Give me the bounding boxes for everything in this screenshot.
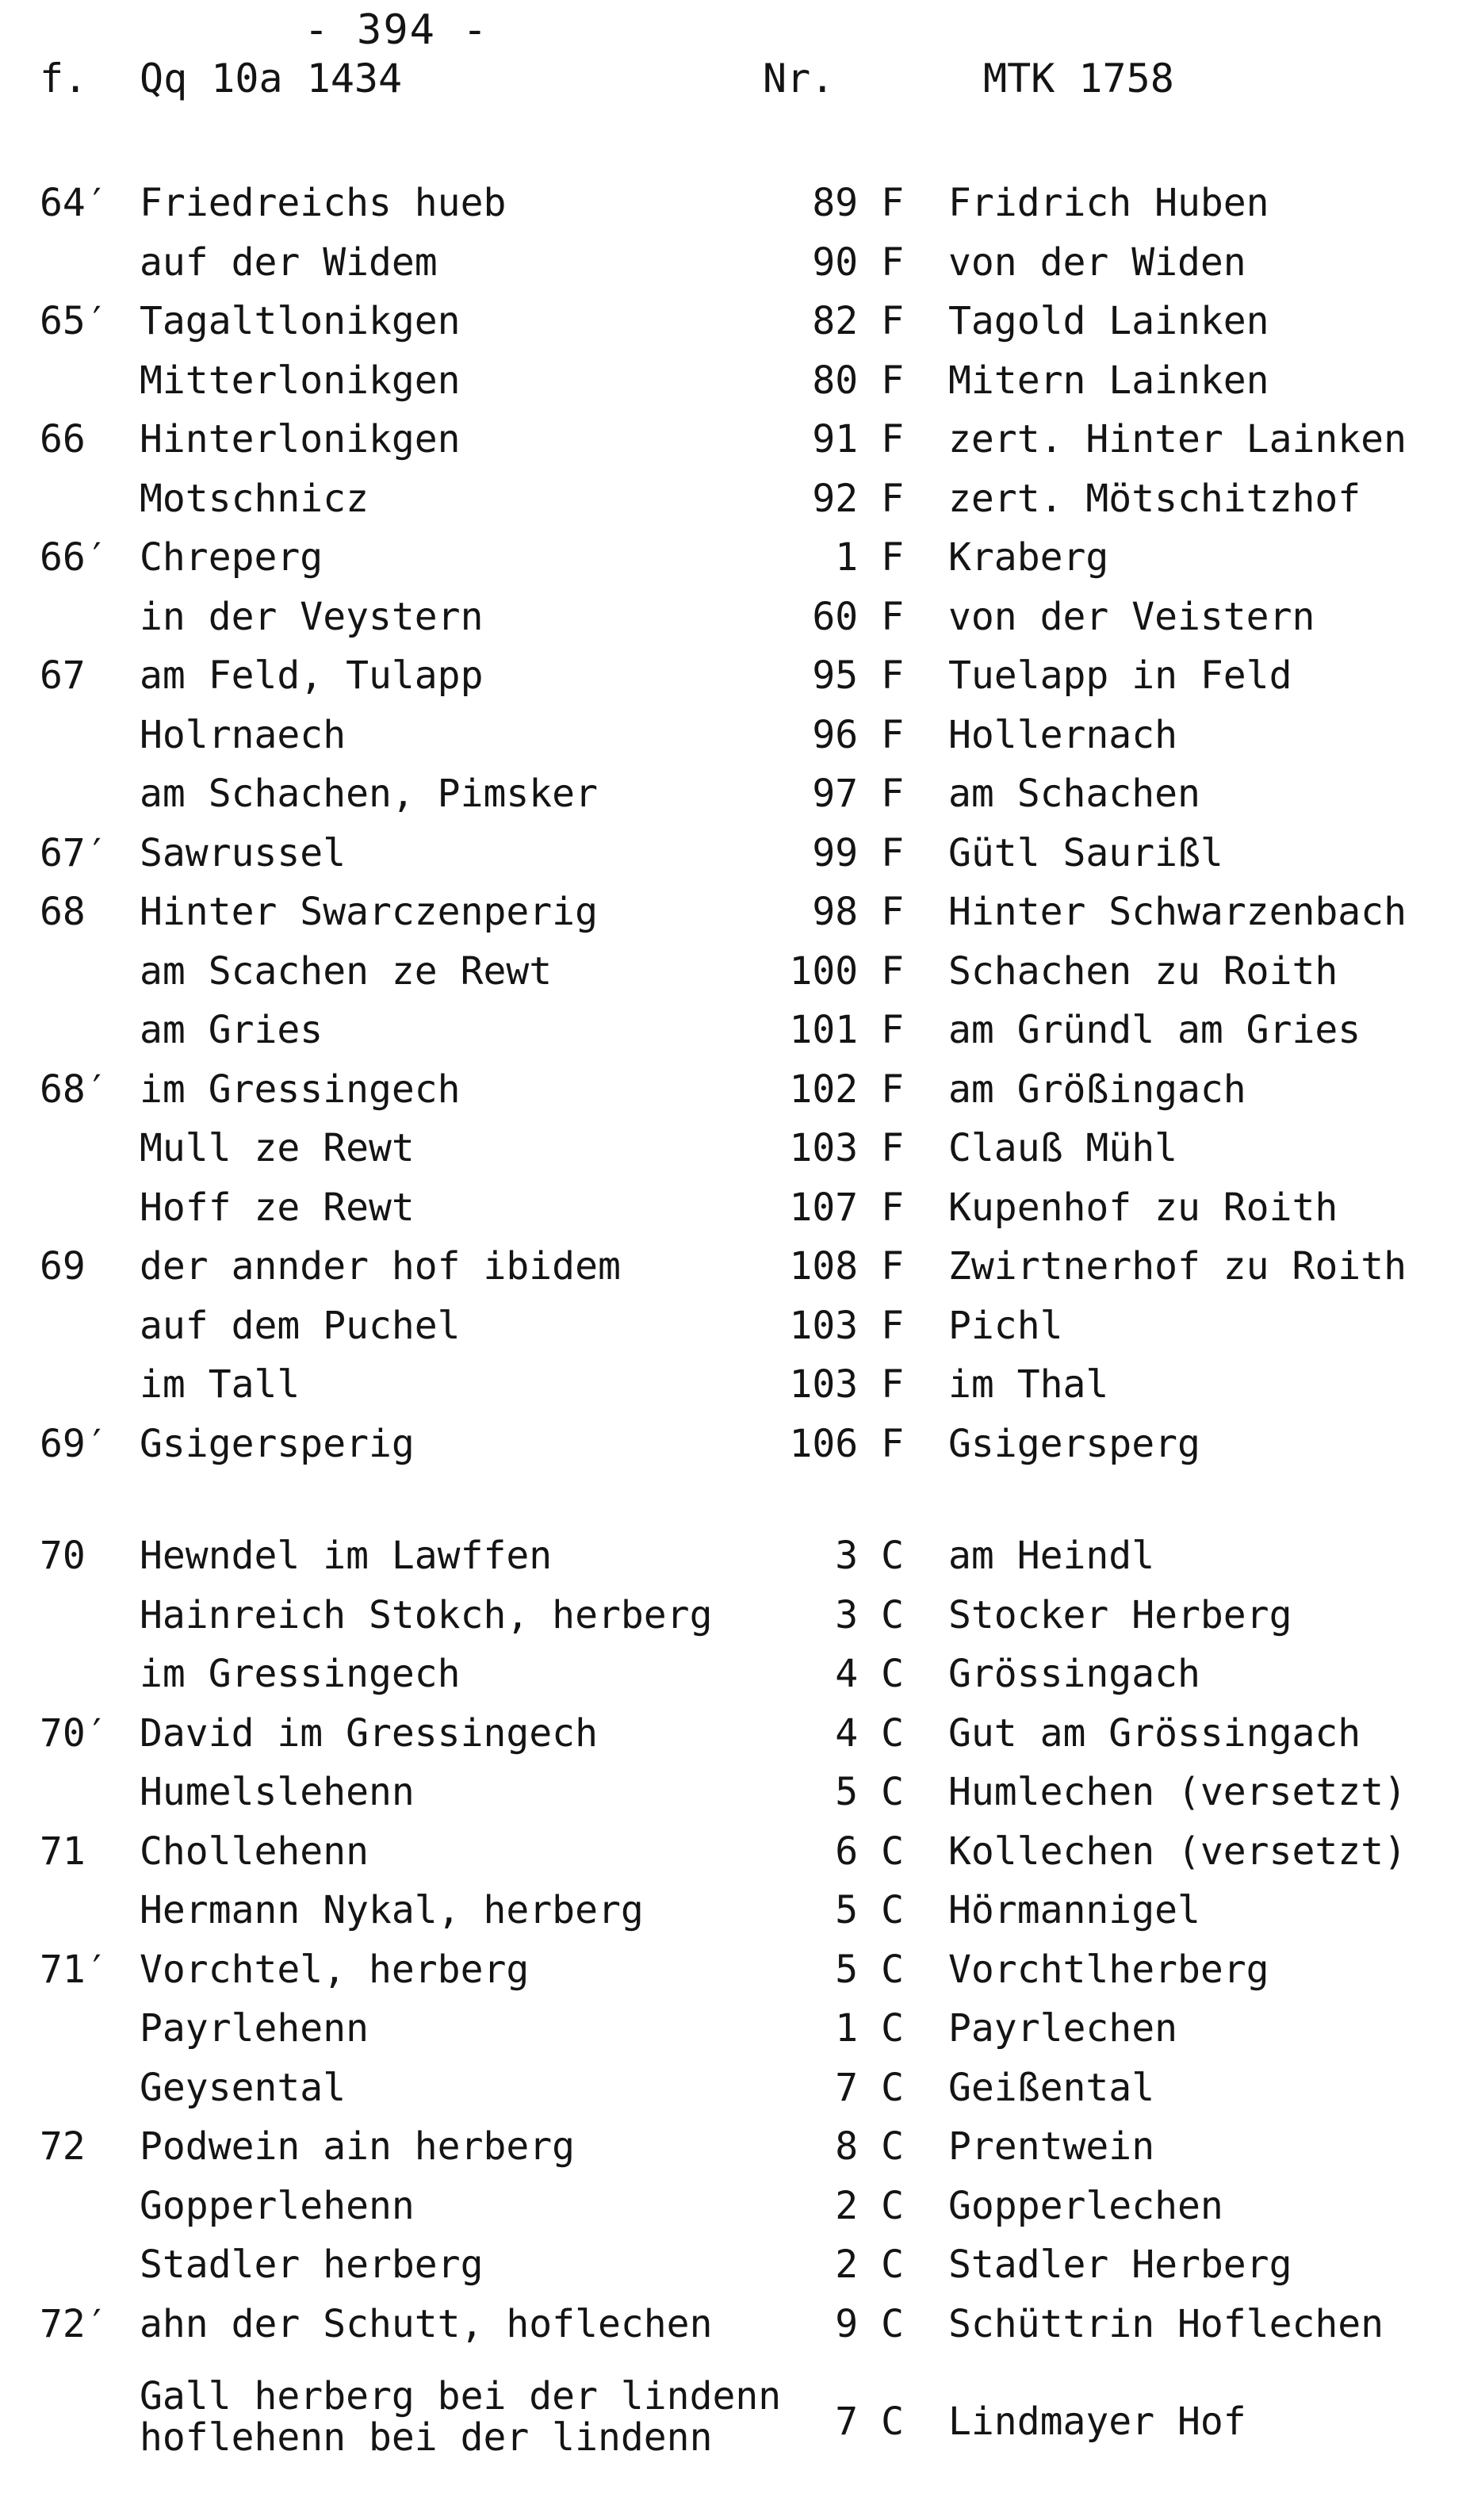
entry-mtk: Gopperlechen bbox=[948, 2183, 1223, 2228]
entry-mtk: Gütl Saurißl bbox=[948, 830, 1223, 875]
table-row bbox=[0, 1947, 1470, 2006]
entry-name-line2: hoflehenn bei der lindenn bbox=[140, 2415, 713, 2460]
entry-nr: 5 C bbox=[835, 1947, 904, 1992]
table-row bbox=[0, 181, 1470, 239]
folio-number: 67 bbox=[40, 653, 86, 698]
folio-number: 65′ bbox=[40, 299, 109, 343]
entry-mtk: Kupenhof zu Roith bbox=[948, 1185, 1338, 1230]
entry-mtk: Prentwein bbox=[948, 2124, 1155, 2169]
entry-mtk: Geißental bbox=[948, 2065, 1155, 2110]
entry-nr: 103 F bbox=[789, 1303, 904, 1348]
entry-nr: 89 F bbox=[812, 181, 904, 225]
entry-mtk: Schachen zu Roith bbox=[948, 948, 1338, 994]
entry-mtk: zert. Mötschitzhof bbox=[948, 476, 1361, 521]
entry-nr: 90 F bbox=[812, 239, 904, 285]
folio-number: 66 bbox=[40, 417, 86, 461]
folio-number: 69 bbox=[40, 1244, 86, 1289]
entry-nr: 92 F bbox=[812, 476, 904, 521]
entry-nr: 1 F bbox=[835, 535, 904, 580]
entry-mtk: Tagold Lainken bbox=[948, 299, 1269, 343]
entry-mtk: Hollernach bbox=[948, 712, 1177, 757]
entry-name: Tagaltlonikgen bbox=[140, 299, 461, 343]
table-row bbox=[0, 2066, 1470, 2124]
table-row bbox=[0, 1362, 1470, 1421]
entry-nr: 82 F bbox=[812, 299, 904, 343]
entry-name-line1: Gall herberg bei der lindenn bbox=[140, 2374, 782, 2419]
folio-number: 72 bbox=[40, 2124, 86, 2169]
table-row bbox=[0, 1185, 1470, 1244]
header-folio: f. bbox=[40, 56, 88, 101]
table-row bbox=[0, 772, 1470, 830]
table-row bbox=[0, 890, 1470, 948]
table-row bbox=[0, 2006, 1470, 2065]
entry-name: Geysental bbox=[140, 2065, 346, 2110]
entry-nr: 80 F bbox=[812, 358, 904, 403]
entry-nr: 1 C bbox=[835, 2006, 904, 2051]
entry-name: Podwein ain herberg bbox=[140, 2124, 576, 2169]
entry-nr: 96 F bbox=[812, 712, 904, 757]
entry-mtk: Payrlechen bbox=[948, 2006, 1177, 2051]
table-row bbox=[0, 1067, 1470, 1126]
entry-mtk: Vorchtlherberg bbox=[948, 1947, 1269, 1992]
entry-mtk: von der Widen bbox=[948, 239, 1246, 285]
entry-nr: 98 F bbox=[812, 890, 904, 934]
folio-number: 69′ bbox=[40, 1421, 109, 1466]
entry-name: Stadler herberg bbox=[140, 2242, 484, 2287]
folio-number: 70′ bbox=[40, 1710, 109, 1756]
table-row bbox=[0, 949, 1470, 1008]
entry-name: Hainreich Stokch, herberg bbox=[140, 1592, 713, 1637]
table-row bbox=[0, 1304, 1470, 1362]
entry-name: ahn der Schutt, hoflechen bbox=[140, 2301, 713, 2346]
folio-number: 67′ bbox=[40, 830, 109, 875]
entry-nr: 103 F bbox=[789, 1126, 904, 1170]
table-row bbox=[0, 2242, 1470, 2301]
entry-nr: 2 C bbox=[835, 2242, 904, 2287]
entry-name: im Tall bbox=[140, 1362, 301, 1407]
entry-nr: 4 C bbox=[835, 1710, 904, 1756]
entry-nr: 2 C bbox=[835, 2183, 904, 2228]
folio-number: 71′ bbox=[40, 1947, 109, 1992]
table-row bbox=[0, 1008, 1470, 1067]
entry-nr: 3 C bbox=[835, 1592, 904, 1637]
entry-nr: 60 F bbox=[812, 594, 904, 639]
folio-number: 68 bbox=[40, 890, 86, 934]
table-row bbox=[0, 1770, 1470, 1829]
entry-mtk: Lindmayer Hof bbox=[948, 2399, 1246, 2444]
entry-name: Friedreichs hueb bbox=[140, 181, 507, 225]
entry-mtk: Gsigersperg bbox=[948, 1421, 1200, 1466]
entry-name: Hinter Swarczenperig bbox=[140, 890, 598, 934]
table-row bbox=[0, 713, 1470, 772]
table-row bbox=[0, 1244, 1470, 1303]
entry-mtk: zert. Hinter Lainken bbox=[948, 417, 1407, 461]
entry-mtk: Kraberg bbox=[948, 535, 1109, 580]
header-source: Qq 10a 1434 bbox=[140, 56, 403, 101]
table-row bbox=[0, 1593, 1470, 1652]
page-number: - 394 - bbox=[304, 6, 489, 54]
column-header bbox=[0, 56, 1470, 119]
table-row bbox=[0, 1534, 1470, 1592]
entry-mtk: am Größingach bbox=[948, 1067, 1246, 1112]
entry-nr: 100 F bbox=[789, 948, 904, 994]
table-row bbox=[0, 477, 1470, 535]
entry-mtk: am Heindl bbox=[948, 1534, 1155, 1578]
table-row bbox=[0, 653, 1470, 712]
entry-mtk: Mitern Lainken bbox=[948, 358, 1269, 403]
entry-mtk: Kollechen (versetzt) bbox=[948, 1829, 1407, 1874]
table-row bbox=[0, 1652, 1470, 1710]
entry-nr: 5 C bbox=[835, 1888, 904, 1932]
entry-name: auf der Widem bbox=[140, 239, 438, 285]
entry-name: in der Veystern bbox=[140, 594, 484, 639]
entry-mtk: Pichl bbox=[948, 1303, 1063, 1348]
entry-mtk: Stocker Herberg bbox=[948, 1592, 1292, 1637]
entry-name: Hermann Nykal, herberg bbox=[140, 1888, 644, 1932]
table-row bbox=[0, 358, 1470, 417]
entry-name: im Gressingech bbox=[140, 1652, 461, 1696]
entry-nr: 7 C bbox=[835, 2065, 904, 2110]
entry-name: David im Gressingech bbox=[140, 1710, 598, 1756]
header-target: MTK 1758 bbox=[983, 56, 1174, 101]
table-row bbox=[0, 1711, 1470, 1770]
header-nr: Nr. bbox=[763, 56, 835, 101]
entry-name: Chollehenn bbox=[140, 1829, 369, 1874]
entry-name: Gopperlehenn bbox=[140, 2183, 415, 2228]
entry-mtk: von der Veistern bbox=[948, 594, 1315, 639]
entry-nr: 103 F bbox=[789, 1362, 904, 1407]
entry-nr: 6 C bbox=[835, 1829, 904, 1874]
folio-number: 71 bbox=[40, 1829, 86, 1874]
table-row bbox=[0, 595, 1470, 653]
table-row bbox=[0, 1126, 1470, 1185]
entry-mtk: Hinter Schwarzenbach bbox=[948, 890, 1407, 934]
entry-name: der annder hof ibidem bbox=[140, 1244, 621, 1289]
table-row bbox=[0, 2184, 1470, 2242]
entry-nr: 3 C bbox=[835, 1534, 904, 1578]
table-row bbox=[0, 1422, 1470, 1480]
entry-nr: 102 F bbox=[789, 1067, 904, 1112]
entry-name: Hewndel im Lawffen bbox=[140, 1534, 553, 1578]
entry-nr: 97 F bbox=[812, 772, 904, 816]
entry-nr: 108 F bbox=[789, 1244, 904, 1289]
entry-name: Vorchtel, herberg bbox=[140, 1947, 530, 1992]
entry-mtk: am Gründl am Gries bbox=[948, 1008, 1361, 1052]
entry-name: Holrnaech bbox=[140, 712, 346, 757]
entry-nr: 107 F bbox=[789, 1185, 904, 1230]
entry-name: Payrlehenn bbox=[140, 2006, 369, 2051]
entry-name: am Feld, Tulapp bbox=[140, 653, 484, 698]
folio-number: 70 bbox=[40, 1534, 86, 1578]
entry-nr: 7 C bbox=[835, 2399, 904, 2444]
entry-name: Motschnicz bbox=[140, 476, 369, 521]
table-row bbox=[0, 2376, 1470, 2464]
folio-number: 64′ bbox=[40, 181, 109, 225]
folio-number: 72′ bbox=[40, 2301, 109, 2346]
entry-mtk: Humlechen (versetzt) bbox=[948, 1770, 1407, 1814]
entry-nr: 8 C bbox=[835, 2124, 904, 2169]
entry-mtk: am Schachen bbox=[948, 772, 1200, 816]
entry-nr: 99 F bbox=[812, 830, 904, 875]
entry-nr: 9 C bbox=[835, 2301, 904, 2346]
table-row bbox=[0, 240, 1470, 299]
entry-mtk: Tuelapp in Feld bbox=[948, 653, 1292, 698]
entry-name: Mitterlonikgen bbox=[140, 358, 461, 403]
entry-nr: 91 F bbox=[812, 417, 904, 461]
entry-name bbox=[140, 2376, 781, 2458]
entry-name: Hoff ze Rewt bbox=[140, 1185, 415, 1230]
entry-nr: 4 C bbox=[835, 1652, 904, 1696]
table-row bbox=[0, 2302, 1470, 2361]
entry-name: Mull ze Rewt bbox=[140, 1126, 415, 1170]
table-row bbox=[0, 299, 1470, 358]
entry-nr: 101 F bbox=[789, 1008, 904, 1052]
entry-mtk: Zwirtnerhof zu Roith bbox=[948, 1244, 1407, 1289]
table-row bbox=[0, 1888, 1470, 1947]
entry-mtk: Clauß Mühl bbox=[948, 1126, 1177, 1170]
entry-nr: 106 F bbox=[789, 1421, 904, 1466]
entry-mtk: Fridrich Huben bbox=[948, 181, 1269, 225]
entry-nr: 5 C bbox=[835, 1770, 904, 1814]
entry-mtk: Stadler Herberg bbox=[948, 2242, 1292, 2287]
table-row bbox=[0, 1829, 1470, 1888]
table-row bbox=[0, 535, 1470, 594]
entry-name: Humelslehenn bbox=[140, 1770, 415, 1814]
entry-name: Gsigersperig bbox=[140, 1421, 415, 1466]
entry-mtk: Schüttrin Hoflechen bbox=[948, 2301, 1384, 2346]
entry-name: Sawrussel bbox=[140, 830, 346, 875]
entry-name: am Schachen, Pimsker bbox=[140, 772, 598, 816]
entry-nr: 95 F bbox=[812, 653, 904, 698]
table-row bbox=[0, 2124, 1470, 2183]
entry-name: am Scachen ze Rewt bbox=[140, 948, 553, 994]
entry-mtk: Hörmannigel bbox=[948, 1888, 1200, 1932]
entry-mtk: im Thal bbox=[948, 1362, 1109, 1407]
table-row bbox=[0, 417, 1470, 476]
entry-mtk: Grössingach bbox=[948, 1652, 1200, 1696]
folio-number: 68′ bbox=[40, 1067, 109, 1112]
entry-name: im Gressingech bbox=[140, 1067, 461, 1112]
table-row bbox=[0, 831, 1470, 890]
entry-mtk: Gut am Grössingach bbox=[948, 1710, 1361, 1756]
folio-number: 66′ bbox=[40, 535, 109, 580]
entry-name: auf dem Puchel bbox=[140, 1303, 461, 1348]
entry-name: am Gries bbox=[140, 1008, 323, 1052]
entry-name: Chreperg bbox=[140, 535, 323, 580]
entry-name: Hinterlonikgen bbox=[140, 417, 461, 461]
